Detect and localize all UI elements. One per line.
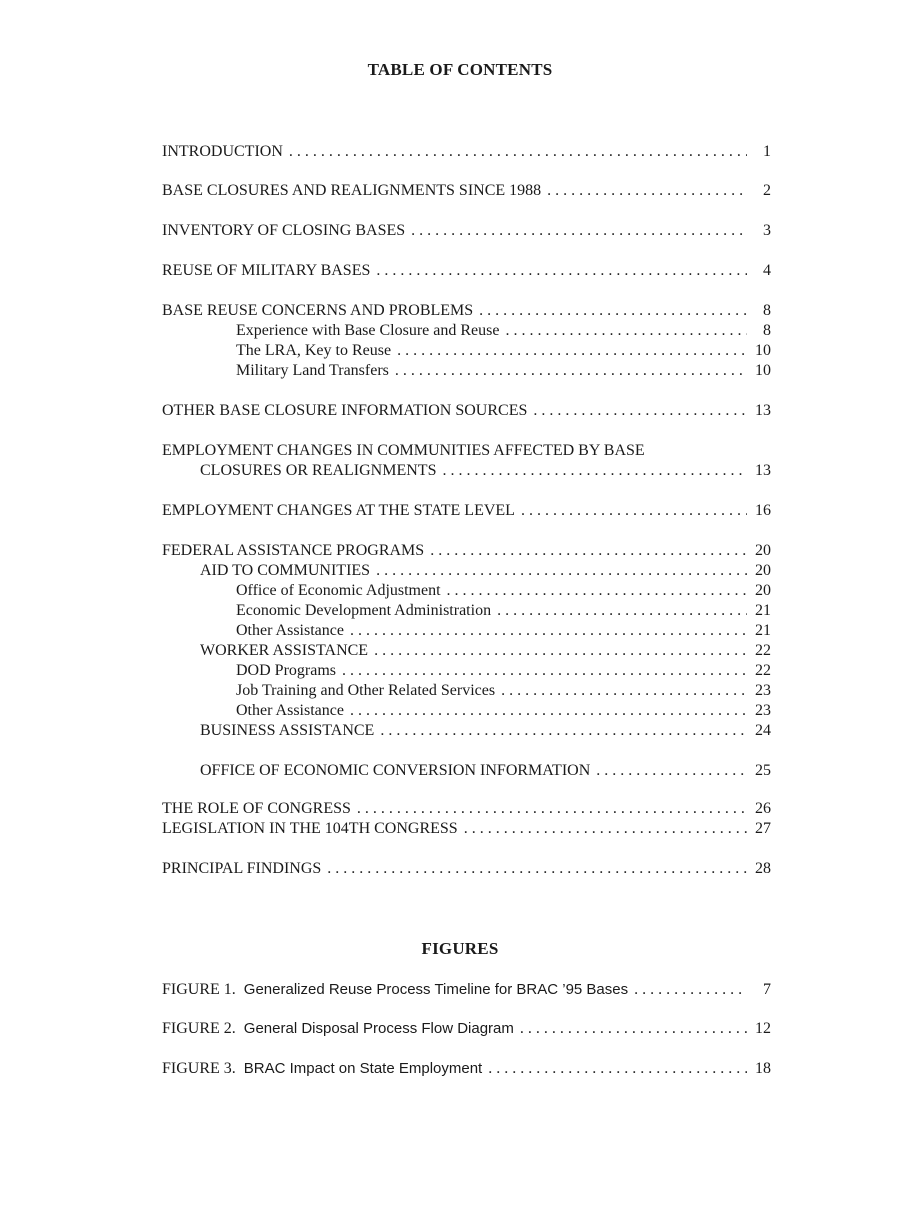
toc-entry-page: 3 <box>763 222 771 239</box>
toc-entry-label: BUSINESS ASSISTANCE <box>200 722 375 739</box>
toc-entry-label: BASE REUSE CONCERNS AND PROBLEMS <box>162 302 474 319</box>
toc-entry-worker-assistance <box>200 642 771 660</box>
toc-entry-employment-changes-line1: EMPLOYMENT CHANGES IN COMMUNITIES AFFECTED BY BASE <box>162 442 645 459</box>
toc-entry-page: 22 <box>755 662 771 679</box>
toc-entry-label: Experience with Base Closure and Reuse <box>236 322 500 339</box>
dot-leader <box>634 981 747 999</box>
dot-leader <box>596 762 747 780</box>
toc-entry-label: THE ROLE OF CONGRESS <box>162 800 351 817</box>
dot-leader <box>342 662 747 680</box>
dot-leader <box>520 1020 747 1038</box>
figure-number: FIGURE 2. <box>162 1020 236 1037</box>
toc-entry-oeci <box>200 762 771 780</box>
toc-entry-label: BASE CLOSURES AND REALIGNMENTS SINCE 1988 <box>162 182 542 199</box>
toc-entry-other-assistance-2 <box>236 702 771 720</box>
toc-entry-reuse <box>162 262 771 280</box>
toc-entry-page: 27 <box>755 820 771 837</box>
toc-entry-label: Economic Development Administration <box>236 602 492 619</box>
toc-entry-experience <box>236 322 771 340</box>
toc-title: TABLE OF CONTENTS <box>367 60 553 79</box>
toc-entry-page: 26 <box>755 800 771 817</box>
toc-entry-page: 23 <box>755 682 771 699</box>
dot-leader <box>505 322 747 340</box>
toc-entry-label: Military Land Transfers <box>236 362 389 379</box>
toc-entry-page: 8 <box>763 302 771 319</box>
toc-entry-label: DOD Programs <box>236 662 336 679</box>
dot-leader <box>464 820 747 838</box>
toc-entry-label: FEDERAL ASSISTANCE PROGRAMS <box>162 542 425 559</box>
toc-entry-federal-assistance <box>162 542 771 560</box>
figure-number: FIGURE 1. <box>162 981 236 998</box>
dot-leader <box>479 302 747 320</box>
toc-entry-aid-to-communities <box>200 562 771 580</box>
dot-leader <box>447 582 747 600</box>
dot-leader <box>488 1060 747 1078</box>
figure-entry-2 <box>162 1020 771 1038</box>
toc-entry-label: INTRODUCTION <box>162 143 283 160</box>
toc-entry-page: 21 <box>755 602 771 619</box>
toc-entry-label: WORKER ASSISTANCE <box>200 642 369 659</box>
figure-label: General Disposal Process Flow Diagram <box>243 1020 514 1037</box>
toc-entry-label: INVENTORY OF CLOSING BASES <box>162 222 406 239</box>
toc-entry-label: LEGISLATION IN THE 104TH CONGRESS <box>162 820 458 837</box>
toc-entry-label: CLOSURES OR REALIGNMENTS <box>200 462 437 479</box>
toc-entry-info-sources <box>162 402 771 420</box>
toc-entry-page: 25 <box>755 762 771 779</box>
toc-entry-page: 10 <box>755 362 771 379</box>
toc-entry-page: 8 <box>763 322 771 339</box>
figure-entry-1 <box>162 981 771 999</box>
dot-leader <box>397 342 747 360</box>
toc-entry-page: 20 <box>755 542 771 559</box>
toc-entry-oea <box>236 582 771 600</box>
dot-leader <box>374 642 747 660</box>
toc-entry-role-of-congress <box>162 800 771 818</box>
toc-entry-label: OTHER BASE CLOSURE INFORMATION SOURCES <box>162 402 528 419</box>
figure-entry-3 <box>162 1060 771 1078</box>
toc-entry-business-assistance <box>200 722 771 740</box>
toc-entry-legislation <box>162 820 771 838</box>
toc-entry-land-transfers <box>236 362 771 380</box>
toc-entry-label: Other Assistance <box>236 702 344 719</box>
toc-entry-page: 23 <box>755 702 771 719</box>
toc-entry-page: 10 <box>755 342 771 359</box>
toc-entry-page: 4 <box>763 262 771 279</box>
dot-leader <box>350 702 747 720</box>
dot-leader <box>411 222 747 240</box>
toc-entry-label: Other Assistance <box>236 622 344 639</box>
toc-entry-lra <box>236 342 771 360</box>
toc-entry-eda <box>236 602 771 620</box>
figure-page: 12 <box>755 1020 771 1037</box>
toc-entry-page: 22 <box>755 642 771 659</box>
toc-entry-introduction <box>162 143 771 161</box>
toc-entry-job-training <box>236 682 771 700</box>
toc-entry-dod-programs <box>236 662 771 680</box>
figure-label: BRAC Impact on State Employment <box>243 1060 483 1077</box>
figure-page: 18 <box>755 1060 771 1077</box>
toc-entry-base-closures <box>162 182 771 200</box>
toc-entry-page: 20 <box>755 582 771 599</box>
toc-entry-page: 13 <box>755 402 771 419</box>
dot-leader <box>521 502 747 520</box>
toc-entry-page: 20 <box>755 562 771 579</box>
toc-entry-principal-findings <box>162 860 771 878</box>
dot-leader <box>376 262 747 280</box>
toc-entry-reuse-concerns <box>162 302 771 320</box>
dot-leader <box>376 562 747 580</box>
figure-label: Generalized Reuse Process Timeline for BRAC ’95 Bases <box>243 981 629 998</box>
toc-entry-label: Job Training and Other Related Services <box>236 682 496 699</box>
toc-entry-label: REUSE OF MILITARY BASES <box>162 262 371 279</box>
toc-entry-label: AID TO COMMUNITIES <box>200 562 371 579</box>
dot-leader <box>357 800 747 818</box>
dot-leader <box>442 462 747 480</box>
toc-entry-inventory <box>162 222 771 240</box>
toc-entry-page: 24 <box>755 722 771 739</box>
toc-entry-page: 13 <box>755 462 771 479</box>
dot-leader <box>380 722 747 740</box>
toc-entry-page: 21 <box>755 622 771 639</box>
figure-number: FIGURE 3. <box>162 1060 236 1077</box>
dot-leader <box>533 402 747 420</box>
dot-leader <box>395 362 747 380</box>
figure-page: 7 <box>763 981 771 998</box>
dot-leader <box>501 682 747 700</box>
toc-entry-page: 2 <box>763 182 771 199</box>
toc-entry-label: Office of Economic Adjustment <box>236 582 441 599</box>
dot-leader <box>497 602 747 620</box>
toc-entry-other-assistance-1 <box>236 622 771 640</box>
dot-leader <box>289 143 747 161</box>
toc-entry-page: 28 <box>755 860 771 877</box>
dot-leader <box>430 542 747 560</box>
toc-entry-state-level <box>162 502 771 520</box>
toc-entry-label: The LRA, Key to Reuse <box>236 342 392 359</box>
toc-entry-page: 1 <box>763 143 771 160</box>
toc-entry-label: PRINCIPAL FINDINGS <box>162 860 322 877</box>
toc-entry-label: OFFICE OF ECONOMIC CONVERSION INFORMATION <box>200 762 591 779</box>
dot-leader <box>350 622 747 640</box>
toc-entry-employment-changes-line2 <box>200 462 771 480</box>
toc-entry-label: EMPLOYMENT CHANGES AT THE STATE LEVEL <box>162 502 515 519</box>
figures-title: FIGURES <box>421 939 499 958</box>
dot-leader <box>327 860 747 878</box>
toc-entry-page: 16 <box>755 502 771 519</box>
dot-leader <box>547 182 747 200</box>
